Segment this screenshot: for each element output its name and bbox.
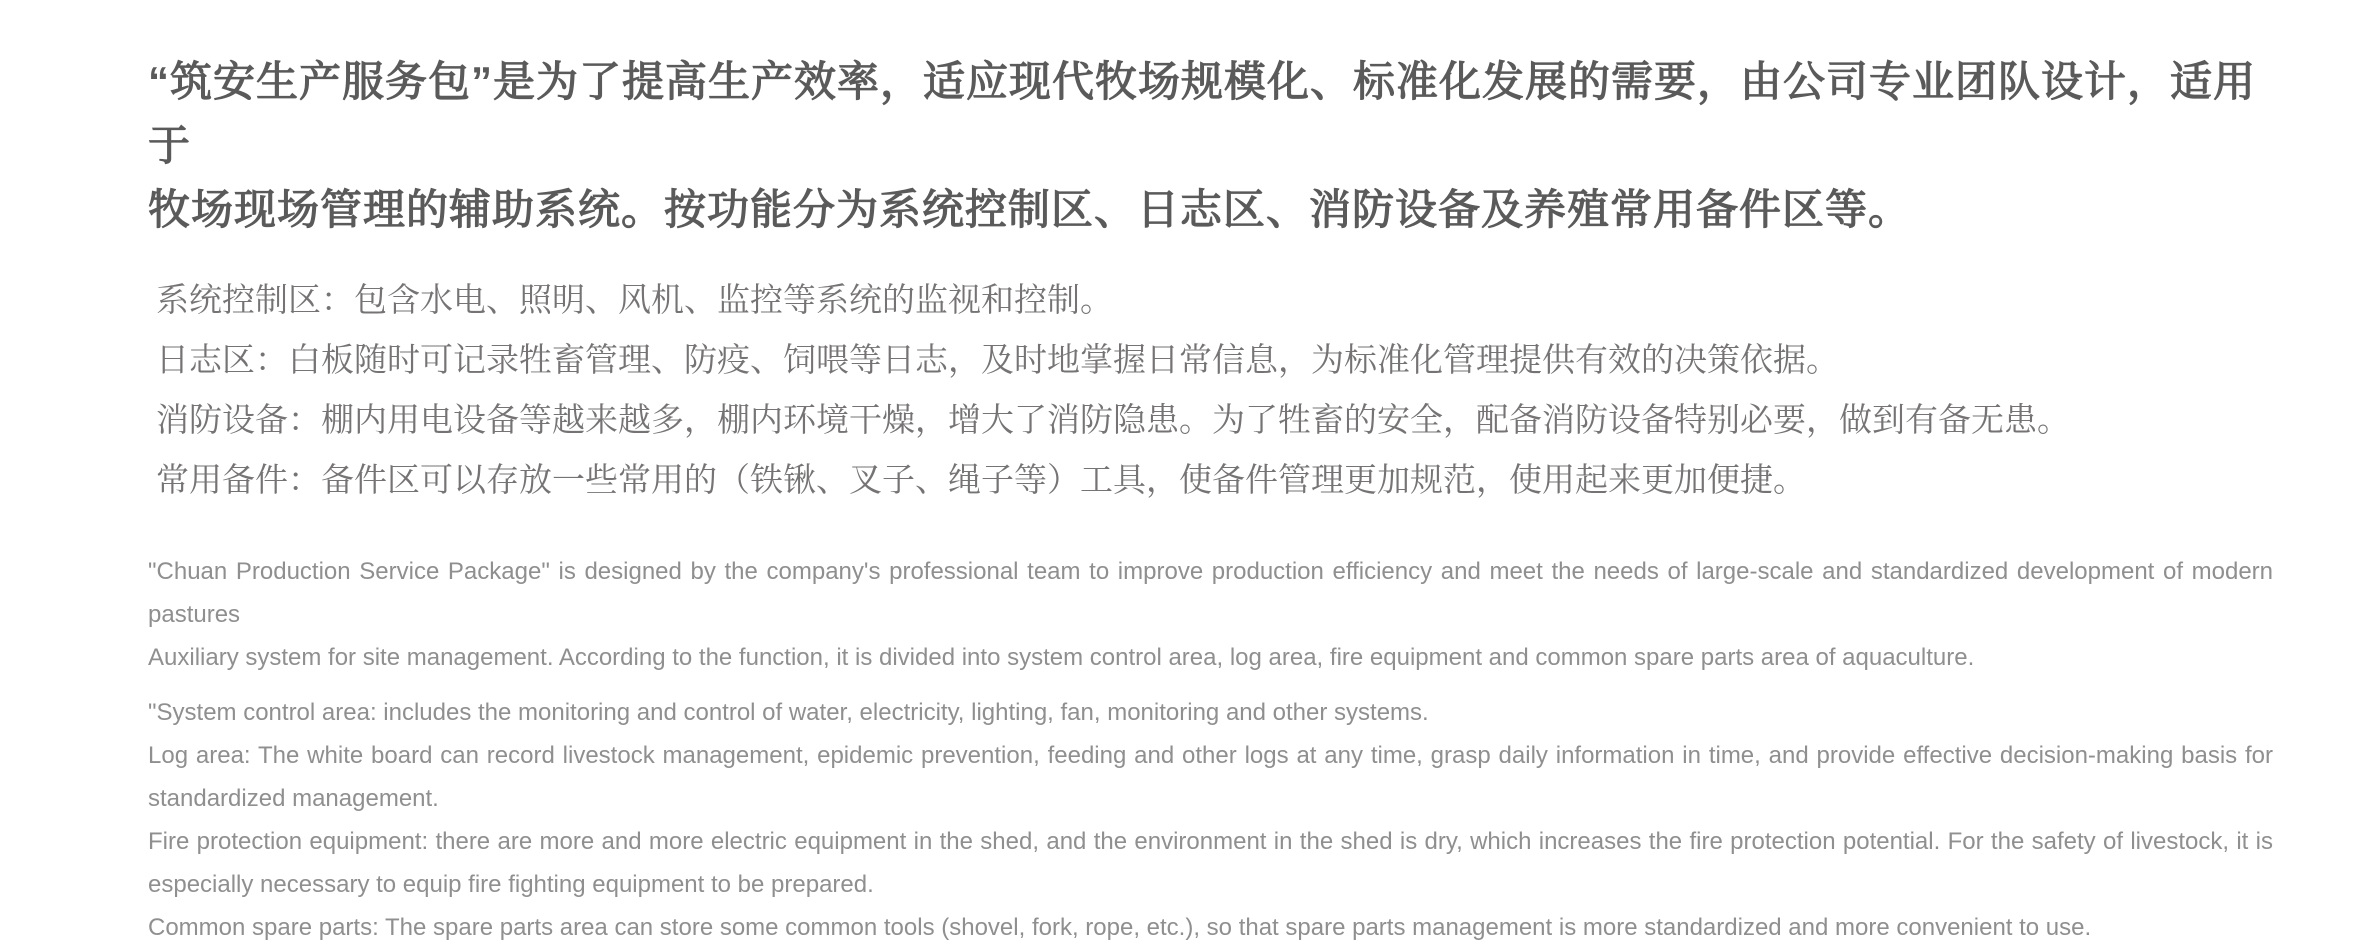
en-intro-paragraph-2: Auxiliary system for site management. According to the function, it is divided into system control area, log area, fire equipment and common spare parts area of aquaculture. [148,644,1975,671]
feature-log-area: 日志区：白板随时可记录牲畜管理、防疫、饲喂等日志，及时地掌握日常信息，为标准化管理提供有效的决策依据。 [156,341,1839,378]
en-detail-fire-protection: Fire protection equipment: there are more and more electric equipment in the shed, and the environment in the shed is dry, which increases the fire protection potential. For the safety of livestock, it is especially necessary to equip fire fighting equipment to be prepared. [148,828,2273,898]
en-intro-paragraphs [148,550,2273,679]
page-title [148,50,2273,242]
feature-fire-equipment: 消防设备：棚内用电设备等越来越多，棚内环境干燥，增大了消防隐患。为了牲畜的安全，配备消防设备特别必要，做到有备无患。 [156,401,2070,438]
en-detail-common-spare-parts: Common spare parts: The spare parts area can store some common tools (shovel, fork, rope, etc.), so that spare parts management is more standardized and more convenient to use. [148,914,2092,941]
heading-line-2: 牧场现场管理的辅助系统。按功能分为系统控制区、日志区、消防设备及养殖常用备件区等。 [148,186,1912,233]
feature-system-control-area: 系统控制区：包含水电、照明、风机、监控等系统的监视和控制。 [156,281,1113,318]
feature-common-spare-parts: 常用备件：备件区可以存放一些常用的（铁锹、叉子、绳子等）工具，使备件管理更加规范，使用起来更加便捷。 [156,461,1806,498]
en-detail-log-area: Log area: The white board can record livestock management, epidemic prevention, feeding and other logs at any time, grasp daily information in time, and provide effective decision-making basis for standardized management. [148,742,2273,812]
heading-line-1: “筑安生产服务包”是为了提高生产效率，适应现代牧场规模化、标准化发展的需要，由公司专业团队设计，适用于 [148,58,2257,169]
cn-feature-list [148,270,2273,510]
en-detail-system-control-area: "System control area: includes the monitoring and control of water, electricity, lighting, fan, monitoring and other systems. [148,699,1429,726]
en-detail-paragraphs [148,691,2273,949]
en-intro-paragraph-1: "Chuan Production Service Package" is designed by the company's professional team to improve production efficiency and meet the needs of large-scale and standardized development of modern pastures [148,558,2273,628]
